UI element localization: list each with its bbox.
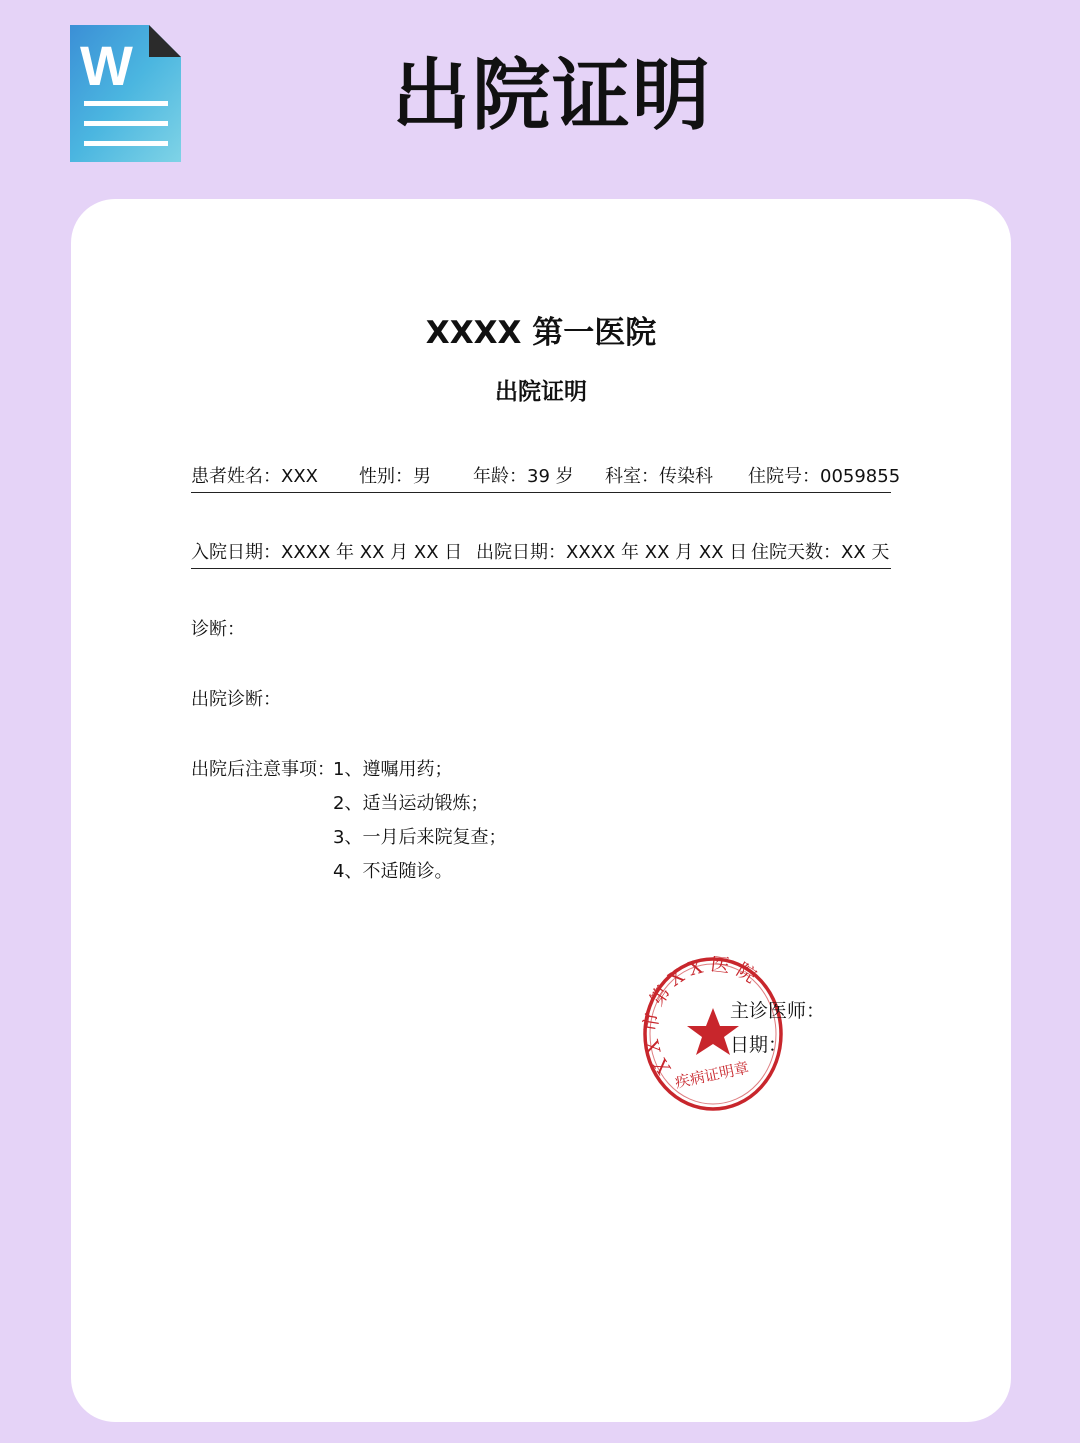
signature-date-label: 日期： (730, 1034, 788, 1056)
patient-info-row (191, 462, 901, 493)
admission-number: 住院号：0059855 (748, 466, 901, 487)
department: 科室：传染科 (605, 466, 713, 487)
document-subtitle: 出院证明 (495, 379, 587, 405)
stay-days: 住院天数：XX 天 (751, 542, 890, 563)
note-item: 3、一月后来院复查； (333, 827, 507, 848)
note-item: 4、不适随诊。 (333, 861, 453, 882)
seal-bottom-text: 疾病证明章 (673, 1058, 751, 1092)
word-icon-letter: W (80, 34, 133, 97)
note-item: 1、遵嘱用药； (333, 759, 453, 780)
doctor-signature-label: 主诊医师： (730, 1000, 826, 1022)
patient-gender: 性别：男 (359, 466, 431, 487)
admission-date: 入院日期：XXXX 年 XX 月 XX 日 (191, 542, 463, 563)
dates-info-row (191, 538, 891, 569)
document-card (71, 199, 1011, 1422)
discharge-diagnosis-label: 出院诊断： (191, 689, 281, 710)
patient-name: 患者姓名：XXX (191, 466, 318, 487)
diagnosis-label: 诊断： (191, 619, 245, 640)
page-title: 出院证明 (391, 51, 712, 141)
note-item: 2、适当运动锻炼； (333, 793, 489, 814)
seal-ring-text: XX 第XX医院 (642, 956, 766, 1078)
patient-age: 年龄：39 岁 (473, 466, 574, 487)
hospital-name: XXXX 第一医院 (425, 315, 657, 351)
notes-label: 出院后注意事项： (191, 759, 335, 780)
discharge-date: 出院日期：XXXX 年 XX 月 XX 日 (476, 542, 748, 563)
